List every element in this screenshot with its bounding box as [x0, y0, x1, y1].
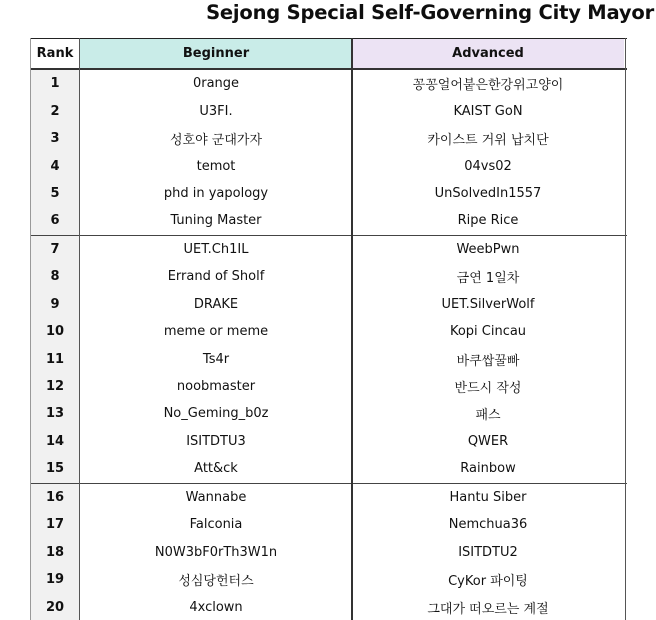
rank-cell: 3: [30, 125, 80, 152]
table-row: [30, 97, 627, 124]
rank-cell: 1: [30, 70, 80, 97]
rank-cell: 20: [30, 593, 80, 620]
rank-cell: 12: [30, 373, 80, 400]
table-row: [30, 345, 627, 372]
advanced-team-cell: 패스: [475, 408, 501, 424]
table-row: [30, 373, 627, 400]
rank-cell: 9: [30, 291, 80, 318]
beginner-team-cell: meme or meme: [163, 324, 269, 340]
advanced-team-cell: Nemchua36: [448, 517, 528, 533]
beginner-team-cell: Ts4r: [202, 351, 230, 367]
advanced-team-cell: 바쿠쌉꿀빠: [456, 353, 520, 369]
table-border-left: [30, 38, 31, 620]
rank-cell: 10: [30, 318, 80, 345]
advanced-team-cell: UnSolvedIn1557: [434, 185, 542, 201]
rank-cell: 6: [30, 207, 80, 234]
table-row: [30, 483, 627, 511]
table-row: [30, 291, 627, 318]
rank-cell: 18: [30, 538, 80, 565]
header-rank: Rank: [30, 39, 80, 68]
advanced-team-cell: CyKor 파이팅: [448, 574, 528, 590]
table-row: [30, 455, 627, 482]
beginner-team-cell: ISITDTU3: [186, 433, 246, 449]
beginner-team-cell: temot: [196, 158, 236, 174]
advanced-team-cell: 금연 1일차: [456, 271, 520, 287]
rank-cell: 19: [30, 566, 80, 593]
rank-cell: 17: [30, 511, 80, 538]
table-row: [30, 207, 627, 234]
beginner-team-cell: noobmaster: [176, 379, 256, 395]
table-border-right: [625, 38, 626, 620]
table-row: [30, 180, 627, 207]
beginner-team-cell: N0W3bF0rTh3W1n: [154, 544, 278, 560]
table-row: [30, 593, 627, 620]
beginner-team-cell: Errand of Sholf: [167, 269, 265, 285]
ranking-table: [30, 38, 627, 620]
advanced-team-cell: KAIST GoN: [453, 103, 523, 119]
table-row: [30, 400, 627, 427]
advanced-team-cell: 반드시 작성: [454, 381, 522, 397]
column-divider-middle: [351, 38, 353, 620]
rank-cell: 16: [30, 484, 80, 511]
advanced-team-cell: ISITDTU2: [458, 544, 518, 560]
beginner-team-cell: Falconia: [189, 517, 243, 533]
page-title: Sejong Special Self-Governing City Mayor: [206, 1, 654, 24]
beginner-team-cell: DRAKE: [193, 296, 239, 312]
table-row: [30, 263, 627, 290]
advanced-team-cell: Rainbow: [460, 461, 516, 477]
advanced-team-cell: Ripe Rice: [457, 213, 519, 229]
advanced-team-cell: Kopi Cincau: [449, 324, 527, 340]
table-row: [30, 566, 627, 593]
table-row: [30, 538, 627, 565]
beginner-team-cell: No_Geming_b0z: [163, 406, 269, 422]
beginner-team-cell: U3FI.: [199, 103, 233, 119]
table-row: [30, 152, 627, 179]
rank-cell: 5: [30, 180, 80, 207]
beginner-team-cell: Att&ck: [194, 461, 238, 477]
beginner-team-cell: UET.Ch1IL: [183, 241, 249, 257]
table-row: [30, 235, 627, 263]
beginner-team-cell: 0range: [192, 76, 240, 92]
advanced-team-cell: 그대가 떠오르는 계절: [427, 601, 549, 617]
rank-cell: 15: [30, 455, 80, 482]
beginner-team-cell: 성심당헌터스: [178, 574, 254, 590]
beginner-team-cell: Tuning Master: [170, 213, 262, 229]
rank-cell: 4: [30, 152, 80, 179]
rank-cell: 8: [30, 263, 80, 290]
advanced-team-cell: QWER: [467, 433, 509, 449]
beginner-team-cell: 성호야 군대가자: [169, 133, 263, 149]
table-row: [30, 511, 627, 538]
advanced-team-cell: 04vs02: [464, 158, 512, 174]
rank-cell: 11: [30, 345, 80, 372]
column-divider-rank: [79, 38, 80, 620]
beginner-team-cell: Wannabe: [185, 489, 247, 505]
advanced-team-cell: UET.SilverWolf: [441, 296, 535, 312]
table-header-row: [30, 38, 627, 70]
table-row: [30, 428, 627, 455]
rank-cell: 7: [30, 236, 80, 263]
table-body: [30, 70, 627, 620]
beginner-team-cell: phd in yapology: [163, 185, 269, 201]
header-advanced: Advanced: [352, 39, 624, 68]
advanced-team-cell: 꽁꽁얼어붙은한강위고양이: [412, 78, 564, 94]
rank-cell: 13: [30, 400, 80, 427]
table-row: [30, 125, 627, 152]
rank-cell: 14: [30, 428, 80, 455]
advanced-team-cell: WeebPwn: [456, 241, 520, 257]
advanced-team-cell: Hantu Siber: [449, 489, 527, 505]
table-row: [30, 318, 627, 345]
rank-cell: 2: [30, 97, 80, 124]
header-beginner: Beginner: [80, 39, 352, 68]
beginner-team-cell: 4xclown: [189, 599, 243, 615]
advanced-team-cell: 카이스트 거위 납치단: [427, 133, 549, 149]
table-row: [30, 70, 627, 97]
